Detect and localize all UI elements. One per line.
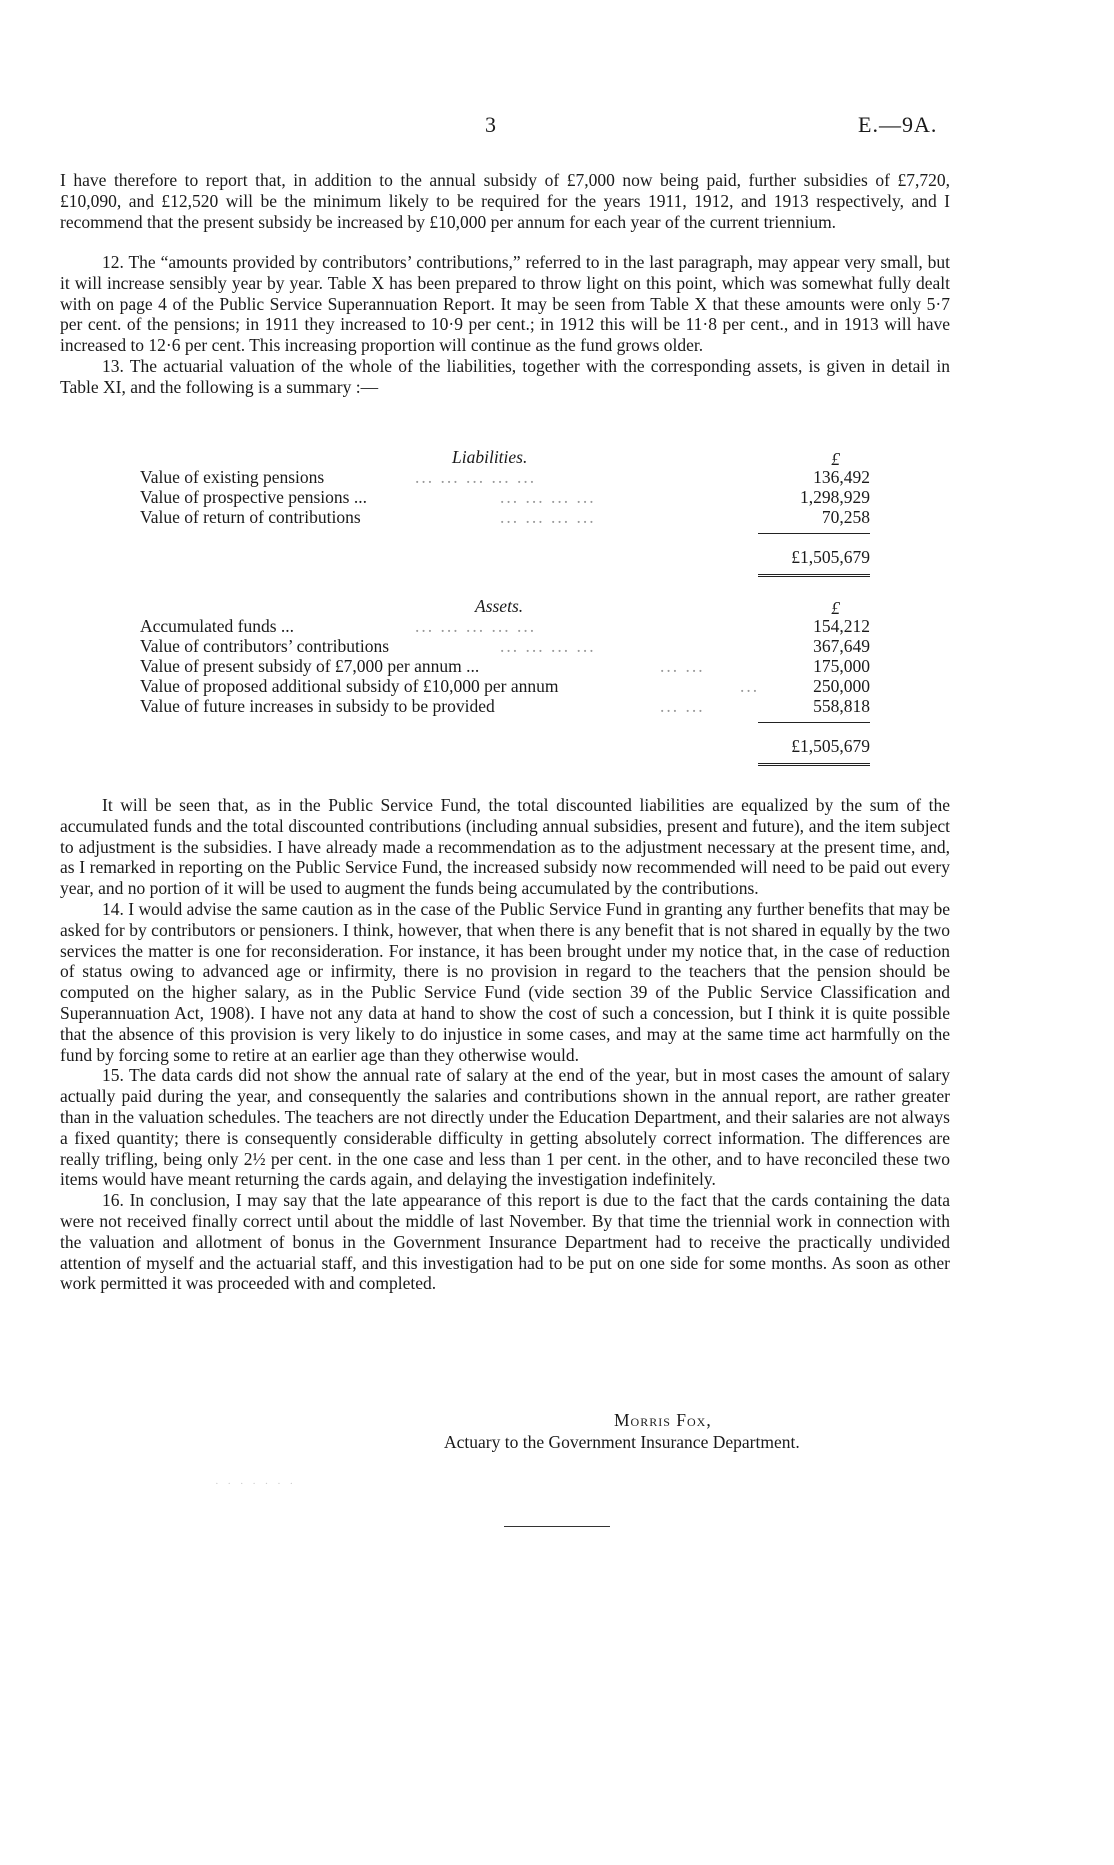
asset-label: Value of present subsidy of £7,000 per annum ... [140,656,480,676]
asset-value: 367,649 [813,636,870,656]
liability-value: 70,258 [821,507,870,527]
asset-row [140,696,870,717]
paragraph-14: 14. I would advise the same caution as in the case of the Public Service Fund in granting any further benefits that may be asked for by contributors or pensioners. I think, however, that when there is any benefit that is not shared in equally by the two services the matter is one for reconsideration. For instance, it has been brought under my notice that, in the case of reduction of status owing to advanced age or infirmity, there is no provision in regard to the teachers that the pension should be computed on the higher salary, as in the Public Service Fund (vide section 39 of the Public Service Classification and Superannuation Act, 1908). I have not any data at hand to show the cost of such a concession, but I think it is quite possible that the absence of this provision is very likely to do injustice in some cases, and may at the same time act harmfully on the fund by forcing some to retire at an earlier age than they otherwise would. [60,898,950,1065]
liability-row [140,487,870,508]
leader-dots: ... ... ... ... [500,636,596,656]
asset-value: 154,212 [813,616,870,636]
leader-dots: ... ... [660,696,705,716]
signature-name: Morris Fox, [614,1410,712,1430]
leader-dots: ... ... ... ... ... [415,467,537,487]
liability-value: 1,298,929 [800,487,870,507]
asset-label: Value of proposed additional subsidy of £10,000 per annum [140,676,559,696]
paragraph-12: 12. The “amounts provided by contributors’ contributions,” referred to in the last paragraph, may appear very small, but it will increase sensibly year by year. Table X has been prepared to throw light on this point, which was somewhat fully dealt with on page 4 of the Public Service Superannuation Report. It may be seen from Table X that these amounts were only 5·7 per cent. of the pensions; in 1911 they increased to 10·9 per cent.; in 1912 this will be 11·8 per cent., and in 1913 will have increased to 12·6 per cent. This increasing proportion will continue as the fund grows older. [60,252,950,356]
footer-rule [504,1526,610,1527]
asset-row [140,676,870,697]
liability-row [140,507,870,528]
subtotal-rule [758,722,870,723]
asset-row [140,616,870,637]
liabilities-table [140,447,870,587]
page-number: 3 [485,112,496,137]
liability-label: Value of prospective pensions ... [140,487,367,507]
assets-total: £1,505,679 [791,736,870,756]
subtotal-rule [758,533,870,534]
document-reference: E.—9A. [858,112,938,137]
asset-row [140,636,870,657]
asset-value: 558,818 [813,696,870,716]
paragraph-13: 13. The actuarial valuation of the whole of the liabilities, together with the corresponding assets, is given in detail in Table XI, and the following is a summary :— [60,355,950,397]
assets-table [140,596,870,786]
asset-value: 175,000 [813,656,870,676]
leader-dots: ... ... ... ... [500,507,596,527]
faint-stamp: · · · · · · · [215,1478,297,1490]
asset-row [140,656,870,677]
paragraph-summary-comment: It will be seen that, as in the Public Service Fund, the total discounted liabilities are equalized by the sum of the accumulated funds and the total discounted contributions (including annual subsidies, present and future), and the item subject to adjustment is the subsidies. I have already made a recommendation as to the adjustment necessary at the present time, and, as I remarked in reporting on the Public Service Fund, the increased subsidy now recommended will need to be paid out every year, and no portion of it will be used to augment the funds being accumulated by the contributions. [60,795,950,899]
asset-label: Accumulated funds ... [140,616,295,636]
paragraph-16: 16. In conclusion, I may say that the late appearance of this report is due to the fact that the cards containing the data were not received finally correct until about the middle of last November. By that time the triennial work in connection with the valuation and allotment of bonus in the Government Insurance Department had to receive the practically undivided attention of myself and the actuarial staff, and this investigation had to be put on one side for some months. As soon as other work permitted it was proceeded with and completed. [60,1190,950,1294]
signature-title: Actuary to the Government Insurance Department. [444,1432,800,1452]
leader-dots: ... ... ... ... [500,487,596,507]
text-block-top [60,170,950,232]
liabilities-total: £1,505,679 [791,547,870,567]
liabilities-caption: Liabilities. [452,447,528,467]
liability-row [140,467,870,488]
liability-value: 136,492 [813,467,870,487]
liability-label: Value of existing pensions [140,467,325,487]
text-block-after-table [60,795,950,1294]
liabilities-currency-header: £ [831,449,840,469]
total-double-rule [758,574,870,579]
liability-label: Value of return of contributions [140,507,361,527]
assets-currency-header: £ [831,598,840,618]
leader-dots: ... ... ... ... ... [415,616,537,636]
asset-value: 250,000 [813,676,870,696]
total-double-rule [758,763,870,768]
asset-label: Value of future increases in subsidy to be provided [140,696,495,716]
assets-caption: Assets. [475,596,524,616]
leader-dots: ... [740,676,760,696]
asset-label: Value of contributors’ contributions [140,636,389,656]
leader-dots: ... ... [660,656,705,676]
paragraph-subsidy-report: I have therefore to report that, in addition to the annual subsidy of £7,000 now being paid, further subsidies of £7,720, £10,090, and £12,520 will be the minimum likely to be required for the years 1911, 1912, and 1913 respectively, and I recommend that the present subsidy be increased by £10,000 per annum for each year of the current triennium. [60,170,950,232]
paragraph-15: 15. The data cards did not show the annual rate of salary at the end of the year, but in most cases the amount of salary actually paid during the year, and consequently the salaries and contributions shown in the annual report, are rather greater than in the valuation schedules. The teachers are not directly under the Education Department, and their salaries are not always a fixed quantity; there is consequently considerable difficulty in getting absolutely correct information. The differences are really trifling, being only 2½ per cent. in the one case and less than 1 per cent. in the other, and to have reconciled these two items would have meant returning the cards again, and delaying the investigation indefinitely. [60,1065,950,1190]
text-block-12-13 [60,252,950,398]
